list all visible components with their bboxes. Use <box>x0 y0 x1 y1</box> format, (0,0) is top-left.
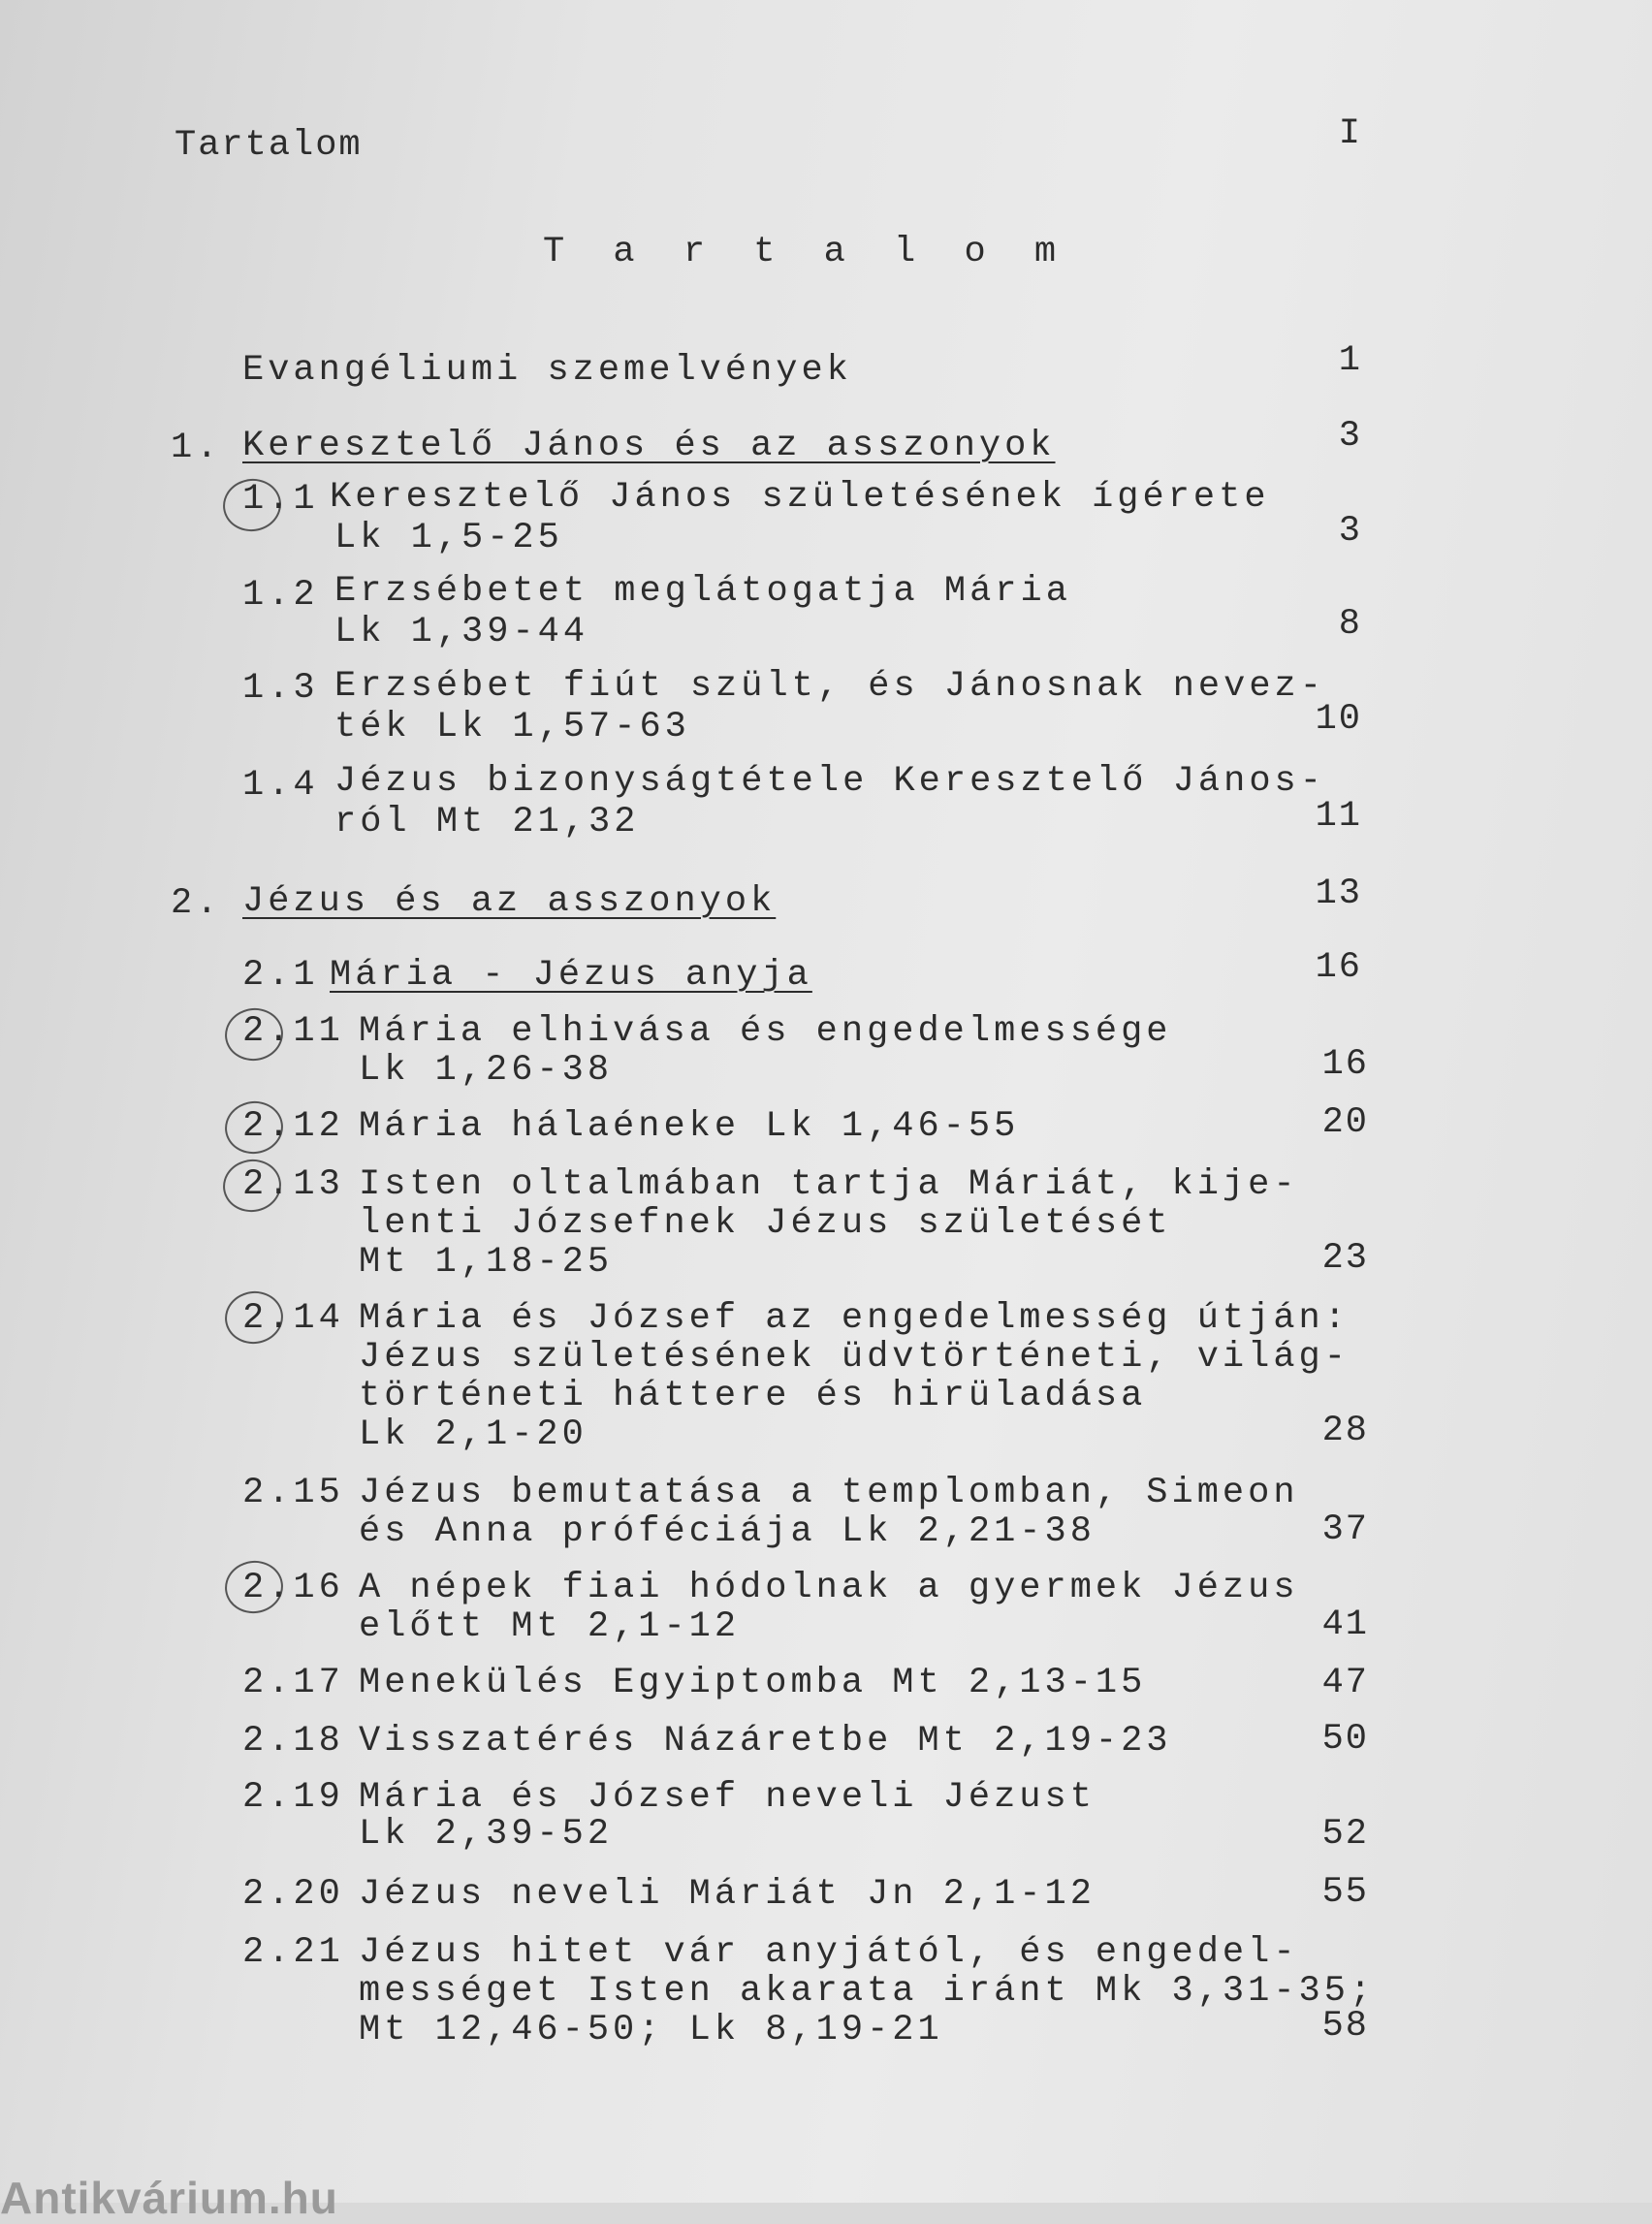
toc-entry-number: 1.4 <box>242 765 319 806</box>
toc-entry-number: 2.12 <box>242 1106 344 1147</box>
watermark: Antikvárium.hu <box>0 2173 338 2223</box>
toc-entry-line: Jézus bemutatása a templomban, Simeon <box>359 1473 1299 1513</box>
toc-section-number: 2. <box>171 883 222 924</box>
toc-entry-number: 2.16 <box>242 1568 344 1608</box>
toc-entry-line: Lk 2,1-20 <box>359 1414 588 1455</box>
toc-page-number: 1 <box>1338 340 1362 381</box>
toc-entry-line: Erzsébetet meglátogatja Mária <box>334 571 1071 612</box>
toc-entry-line: Lk 1,26-38 <box>359 1050 614 1091</box>
toc-page-number: 16 <box>1321 1044 1369 1085</box>
toc-page-number: 52 <box>1321 1814 1369 1855</box>
toc-entry-line: Mária és József neveli Jézust <box>359 1777 1096 1818</box>
toc-entry-line: Lk 1,5-25 <box>334 518 563 558</box>
toc-entry-number: 2.13 <box>242 1164 344 1205</box>
toc-entry-number: 2.17 <box>242 1663 344 1703</box>
toc-page-number: 55 <box>1321 1872 1369 1913</box>
toc-section-number: 1. <box>171 428 222 468</box>
toc-page-number: 58 <box>1321 2006 1369 2047</box>
toc-entry-line: A népek fiai hódolnak a gyermek Jézus <box>359 1568 1299 1608</box>
toc-entry-line: Isten oltalmában tartja Máriát, kije- <box>359 1164 1299 1205</box>
toc-entry-number: 2.14 <box>242 1298 344 1339</box>
toc-page-number: 23 <box>1321 1238 1369 1279</box>
toc-entry-line: Lk 2,39-52 <box>359 1814 614 1855</box>
toc-entry-line: Jézus születésének üdvtörténeti, világ- <box>359 1337 1350 1378</box>
toc-entry-line: Mária elhivása és engedelmessége <box>359 1011 1172 1052</box>
toc-entry-number: 1.2 <box>242 575 319 616</box>
toc-section-title: Jézus és az asszonyok <box>242 881 777 922</box>
toc-entry-line: Jézus hitet vár anyjától, és engedel- <box>359 1932 1299 1973</box>
toc-page-number: 16 <box>1315 947 1362 988</box>
toc-entry-line: Jézus bizonyságtétele Keresztelő János- <box>334 761 1325 802</box>
toc-page-number: 28 <box>1321 1411 1369 1451</box>
toc-entry-line: Menekülés Egyiptomba Mt 2,13-15 <box>359 1663 1147 1703</box>
toc-page-number: 37 <box>1321 1509 1369 1550</box>
toc-entry-line: ték Lk 1,57-63 <box>334 707 690 747</box>
running-title: Tartalom <box>175 125 363 166</box>
toc-entry-number: 2.20 <box>242 1874 344 1915</box>
toc-entry-line: Keresztelő János születésének ígérete <box>330 477 1270 518</box>
toc-entry-number: 2.11 <box>242 1011 344 1052</box>
toc-page-number: 20 <box>1321 1102 1369 1143</box>
toc-entry-line: mességet Isten akarata iránt Mk 3,31-35; <box>359 1971 1376 2012</box>
toc-entry-line: és Anna próféciája Lk 2,21-38 <box>359 1511 1096 1552</box>
page-number: I <box>1338 113 1362 154</box>
toc-entry-number: 2.21 <box>242 1932 344 1973</box>
toc-page-number: 10 <box>1315 699 1362 740</box>
toc-entry-line: Mt 12,46-50; Lk 8,19-21 <box>359 2010 943 2050</box>
toc-entry-line: lenti Józsefnek Jézus születését <box>359 1203 1172 1244</box>
toc-page-number: 41 <box>1321 1604 1369 1645</box>
toc-page-number: 3 <box>1338 511 1362 552</box>
toc-entry-number: 2.19 <box>242 1777 344 1818</box>
toc-entry-line: ról Mt 21,32 <box>334 802 640 842</box>
toc-entry-number: 1.1 <box>242 479 319 520</box>
toc-page-number: 47 <box>1321 1663 1369 1703</box>
toc-entry-line: Erzsébet fiút szült, és Jánosnak nevez- <box>334 666 1325 707</box>
toc-entry-number: 2.15 <box>242 1473 344 1513</box>
toc-entry-number: 1.3 <box>242 668 319 709</box>
toc-entry-number: 2.1 <box>242 955 319 996</box>
toc-entry-line: Mária hálaéneke Lk 1,46-55 <box>359 1106 1020 1147</box>
toc-entry-line: Jézus neveli Máriát Jn 2,1-12 <box>359 1874 1096 1915</box>
toc-page-number: 8 <box>1338 604 1362 645</box>
toc-page-number: 50 <box>1321 1719 1369 1760</box>
toc-page-number: 13 <box>1315 874 1362 914</box>
toc-entry-number: 2.18 <box>242 1721 344 1762</box>
toc-entry-line: Mt 1,18-25 <box>359 1242 614 1283</box>
toc-entry-line: történeti háttere és hirüladása <box>359 1376 1147 1416</box>
toc-entry-line: előtt Mt 2,1-12 <box>359 1606 741 1647</box>
toc-entry-title: Evangéliumi szemelvények <box>242 350 852 391</box>
toc-subsection-title: Mária - Jézus anyja <box>330 955 812 996</box>
toc-entry-line: Lk 1,39-44 <box>334 612 589 652</box>
toc-page-number: 11 <box>1315 796 1362 837</box>
toc-section-title: Keresztelő János és az asszonyok <box>242 426 1056 466</box>
toc-entry-line: Visszatérés Názáretbe Mt 2,19-23 <box>359 1721 1172 1762</box>
toc-page-number: 3 <box>1338 416 1362 457</box>
contents-heading: T a r t a l o m <box>543 232 1070 272</box>
toc-entry-line: Mária és József az engedelmesség útján: <box>359 1298 1350 1339</box>
